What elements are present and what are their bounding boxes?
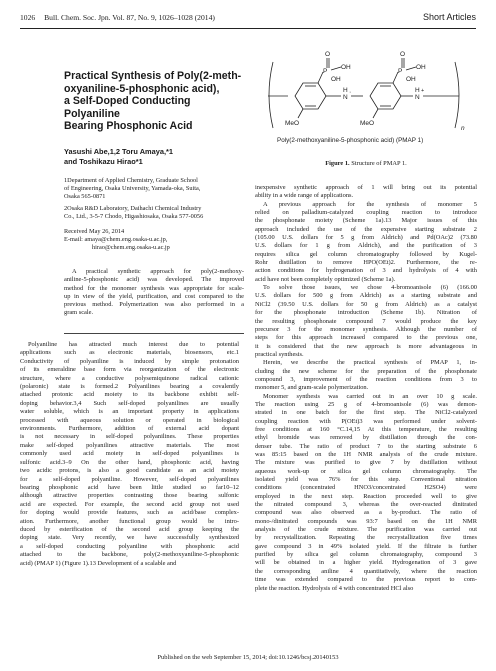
- email-line: hirao@chem.eng.osaka-u.ac.jp: [92, 243, 170, 251]
- body-line: isolated yield was 76% for this step. Conventional nitration: [255, 476, 477, 484]
- front-matter: [64, 70, 244, 334]
- body-line: strated in one batch for the first step. The NiCl2-catalyzed: [255, 409, 477, 417]
- body-line: coupling reaction with P(OEt)3 was performed under solvent-: [255, 417, 477, 425]
- left-bracket: [269, 62, 273, 128]
- body-line: for a self-doped polyaniline. However, self-doped polyanilines: [20, 475, 239, 483]
- body-line: approach included the use of the expensive starting substrate 2: [255, 225, 477, 233]
- abstract: [64, 268, 244, 317]
- abstract-line: aniline-5-phosphonic acid) was developed. The improved: [64, 276, 244, 284]
- body-line: The reaction using 25 g of 4-bromoanisole (6) was demon-: [255, 400, 477, 408]
- figure-caption-label: Figure 1.: [325, 160, 350, 167]
- running-header: [20, 12, 476, 26]
- body-line: doping state. Very recently, we have successfully synthesized: [20, 534, 239, 542]
- hydrogen-label: H: [415, 87, 420, 94]
- body-line: although attractive properties contrasting those bearing sulfonic: [20, 492, 239, 500]
- compound-name: Poly(2-methoxyaniline-5-phosphonic acid) (PMAP 1): [277, 137, 424, 144]
- body-line: sulfonic acid.3–9 On the other hand, phosphonic acid, having: [20, 458, 239, 466]
- body-line: To solve those issues, we chose 4-bromoanisole (6) (166.00: [263, 284, 477, 292]
- body-line: aqueous work-up or silica gel column chromatography. The: [255, 467, 477, 475]
- figure-caption-text: Structure of PMAP 1.: [351, 160, 407, 167]
- body-line: water soluble, which is an important property in applications: [20, 408, 239, 416]
- body-line: two acidic protons, is also a good candidate as an acid moiety: [20, 467, 239, 475]
- body-line: was 85:15 based on the 1H NMR analysis of the crude mixture.: [255, 451, 477, 458]
- body-line: ation. Furthermore, another functional group would be intro-: [20, 517, 239, 525]
- radical-dot: ·: [349, 89, 352, 96]
- title-line: Practical Synthesis of Poly(2-meth-: [64, 70, 242, 82]
- body-line: A previous approach for the synthesis of monomer 5: [263, 200, 477, 208]
- body-line: processed with aqueous solution or operated in biological: [20, 416, 239, 424]
- body-line: doping behavior.3,4 Such self-doped polyanilines are usually: [20, 399, 239, 407]
- affiliation-line: 2Osaka R&D Laboratory, Daihachi Chemical Industry: [64, 205, 202, 213]
- figure-1: [255, 40, 477, 167]
- body-line: the resulting phosphonate compound 7 would produce the key: [255, 317, 477, 325]
- affiliation-line: Co., Ltd., 3-5-7 Chodo, Higashiosaka, Osaka 577-0056: [64, 213, 204, 221]
- hydroxyl-label: OH: [406, 76, 416, 83]
- body-line: action conditions for hydrogenation of 3 and hydrolysis of 4 with: [255, 267, 477, 275]
- body-line: purified by silica gel column chromatography, compound 3: [255, 551, 477, 559]
- body-line: acid have not been completely optimized (Scheme 1a).: [255, 275, 396, 283]
- methoxy-label: MeO: [285, 120, 300, 127]
- body-line: relied on palladium-catalyzed coupling reaction to introduce: [255, 209, 477, 217]
- body-line: practical synthesis.: [255, 350, 304, 358]
- ring-1: [295, 83, 326, 109]
- abstract-line: A practical synthetic approach for poly(2-methoxy-: [72, 268, 244, 276]
- body-line: attached to the backbone, poly(2-methoxyaniline-5-phosphonic: [20, 551, 239, 559]
- body-line: denser tube. The ratio of product 7 to the starting substrate 6: [255, 442, 477, 450]
- title-line: a Self-Doped Conducting Polyaniline: [64, 95, 191, 120]
- body-line: free conditions at 160 °C.14,15 At this temperature, the resulting: [255, 425, 477, 433]
- body-line: conditions (concentrated HNO3/concentrated H2SO4) were: [255, 484, 477, 492]
- figure-caption: [255, 160, 477, 167]
- received-and-email: [64, 228, 244, 253]
- phosphorus-label: P: [398, 68, 403, 75]
- body-left-column: [20, 341, 239, 568]
- body-line: employed in the next step. Reaction proceeded well to give: [255, 492, 477, 500]
- affiliation-line: 1Department of Applied Chemistry, Graduate School: [64, 176, 198, 184]
- body-line: analysis of the crude mixture. The purification was carried out: [255, 526, 477, 534]
- journal-reference: Bull. Chem. Soc. Jpn. Vol. 87, No. 9, 1026–1028 (2014): [44, 13, 215, 22]
- body-line: the corresponding aniline 4 quantitatively, where the reaction: [255, 567, 477, 575]
- hydroxyl-label: OH: [416, 64, 426, 71]
- received-date: Received May 26, 2014: [64, 227, 125, 235]
- page-footer: Published on the web September 15, 2014; doi:10.1246/bcsj.20140153: [157, 654, 339, 661]
- ome-bond-1: [298, 109, 303, 118]
- abstract-line: gram scale.: [64, 309, 94, 317]
- header-rule: [20, 28, 476, 29]
- ome-bond-2: [373, 109, 378, 118]
- ring-2: [370, 83, 401, 109]
- body-line: is not necessary in self-doped polyanilines. These properties: [20, 433, 239, 441]
- pmap-structure-diagram: [255, 40, 477, 144]
- oxygen-label: O: [325, 51, 331, 58]
- nitrogen-label: N: [415, 94, 420, 101]
- body-line: structure, where a conductive polysemiquinone radical cationic: [20, 374, 239, 382]
- body-line: compound 3, improvement of the reaction conditions from 3 to: [255, 375, 477, 383]
- body-line: ethyl bromide was removed by distillation through the con-: [255, 434, 477, 442]
- body-line: Polyaniline has attracted much interest due to potential: [28, 341, 239, 348]
- author-line: and Toshikazu Hirao*1: [64, 156, 143, 166]
- affiliation-line: of Engineering, Osaka University, Yamada-oka, Suita,: [64, 184, 201, 192]
- body-line: plete the reaction. Hydrolysis of 4 with concentrated HCl also: [255, 584, 414, 592]
- body-line: duced by esterification of the second acid group keeping the: [20, 525, 239, 533]
- abstract-line: up in view of the yield, purification, and cost compared to the: [64, 292, 244, 300]
- body-line: acid are expected. For example, the second acid group not used: [20, 500, 239, 508]
- body-line: ability in a wide range of applications.: [255, 192, 354, 200]
- page-number: 1026: [20, 13, 36, 22]
- email-line: E-mail: amaya@chem.eng.osaka-u.ac.jp,: [64, 235, 168, 243]
- body-line: gave compound 3 in 49% isolated yield. If the filtrate is further: [255, 542, 477, 550]
- body-line: the nitrated compound 3, whereas the over-reacted dinitrated: [255, 501, 477, 509]
- cation-plus: +: [421, 88, 425, 94]
- body-line: for the phosphonate introduction (Scheme 1b). Nitration of: [255, 309, 477, 317]
- body-line: acid) (PMAP 1) (Figure 1).13 Development of a scalable and: [20, 559, 177, 567]
- body-right-column: [255, 184, 477, 593]
- body-line: U.S. dollars for 500 g from Aldrich) as a starting substrate and: [255, 292, 477, 300]
- body-line: environments. Furthermore, addition of external acid dopant: [20, 425, 239, 433]
- body-line: it is considered that the new approach is more advantageous in: [255, 342, 477, 350]
- body-line: for doping would provide features, such as acid/base complex-: [20, 509, 239, 517]
- body-line: U.S. dollars for 1 g from Aldrich), and the purification of 3: [255, 242, 477, 250]
- body-line: Herein, we describe the practical synthesis of PMAP 1, in-: [263, 359, 477, 367]
- header-left: [20, 13, 215, 22]
- body-line: inexpensive synthetic approach of 1 will bring out its potential: [255, 184, 477, 191]
- hydroxyl-label: OH: [341, 64, 351, 71]
- abstract-rule: [64, 333, 244, 334]
- body-line: mono-/dinitrated compounds was 93:7 based on the 1H NMR: [255, 517, 477, 525]
- body-line: by recrystallization. Repeating the recrystallization five times: [255, 534, 477, 542]
- title-line: Bearing Phosphonic Acid: [64, 120, 193, 132]
- section-label: Short Articles: [422, 12, 476, 22]
- body-line: applications such as electronic materials, biosensors, etc.1: [20, 349, 239, 357]
- body-line: precursor 3 for the monomer synthesis. Although the number of: [255, 325, 477, 333]
- body-line: monomer 5, and gram-scale polymerization.: [255, 384, 369, 392]
- article-title: [64, 70, 244, 133]
- author-line: Yasushi Abe,1,2 Toru Amaya,*1: [64, 146, 173, 156]
- abstract-line: method for the monomer synthesis was appropriate for scale-: [64, 284, 244, 292]
- body-line: Rohr distillation to remove HPO(OEt)2. Furthermore, the re-: [255, 259, 477, 267]
- body-line: compound was also observed as a by-product. The ratio of: [255, 509, 477, 517]
- repeat-index-label: n: [461, 125, 465, 132]
- methoxy-label: MeO: [360, 120, 375, 127]
- body-line: steps for this approach increased compared to the previous one,: [255, 334, 477, 342]
- phosphorus-label: P: [323, 68, 328, 75]
- body-line: requires silica gel column chromatography followed by Kugel-: [255, 250, 477, 258]
- abstract-line: previous method. Polymerization was also performed in a: [64, 300, 244, 308]
- body-line: Conductivity of polyaniline is induced by simple protonation: [20, 357, 239, 365]
- hydroxyl-label: OH: [331, 76, 341, 83]
- body-line: (polaronic) state is formed.2 Polyanilines bearing a covalently: [20, 383, 239, 391]
- body-line: a self-doped conducting polyaniline with phosphonic acid: [20, 542, 239, 550]
- body-line: will be obtained in a higher yield. Hydrogenation of 3 gave: [255, 559, 477, 567]
- body-line: cluding the new scheme for the preparation of the phosphonate: [255, 367, 477, 375]
- body-line: attached protonic acid moiety to its backbone exhibit self-: [20, 391, 239, 399]
- body-line: make self-doped polyanilines attractive materials. The most: [20, 441, 239, 449]
- nitrogen-label: N: [343, 94, 348, 101]
- body-line: The mixture was purified to give 7 by distillation without: [255, 459, 477, 467]
- hydrogen-label: H: [343, 87, 348, 94]
- right-column: [255, 40, 477, 592]
- right-bracket: [455, 62, 459, 128]
- body-line: commonly used acid moiety in self-doped polyanilines is: [20, 450, 239, 458]
- oxygen-label: O: [400, 51, 406, 58]
- author-list: [64, 147, 244, 167]
- body-line: of its emeraldine base form via reorganization of the electronic: [20, 366, 239, 374]
- affiliations: [64, 177, 244, 222]
- body-line: the phosphonate moiety (Scheme 1a).13 Major issues of this: [255, 217, 477, 225]
- affiliation-2: [64, 205, 244, 221]
- body-line: NiCl2 (39.50 U.S. dollars for 50 g from Aldrich) as a catalyst: [255, 300, 477, 308]
- body-line: Monomer synthesis was carried out in an over 10 g scale.: [263, 392, 477, 400]
- body-line: time was extended compared to the previous report to com-: [255, 576, 477, 584]
- affiliation-1: [64, 177, 244, 202]
- body-line: bearing phosphonic acid have been little studied so far10–12: [20, 483, 239, 491]
- body-line: (105.00 U.S. dollars for 5 g from Aldrich) and Pd(OAc)2 (73.80: [255, 234, 477, 242]
- title-line: oxyaniline-5-phosphonic acid),: [64, 82, 220, 95]
- affiliation-line: Osaka 565-0871: [64, 192, 106, 200]
